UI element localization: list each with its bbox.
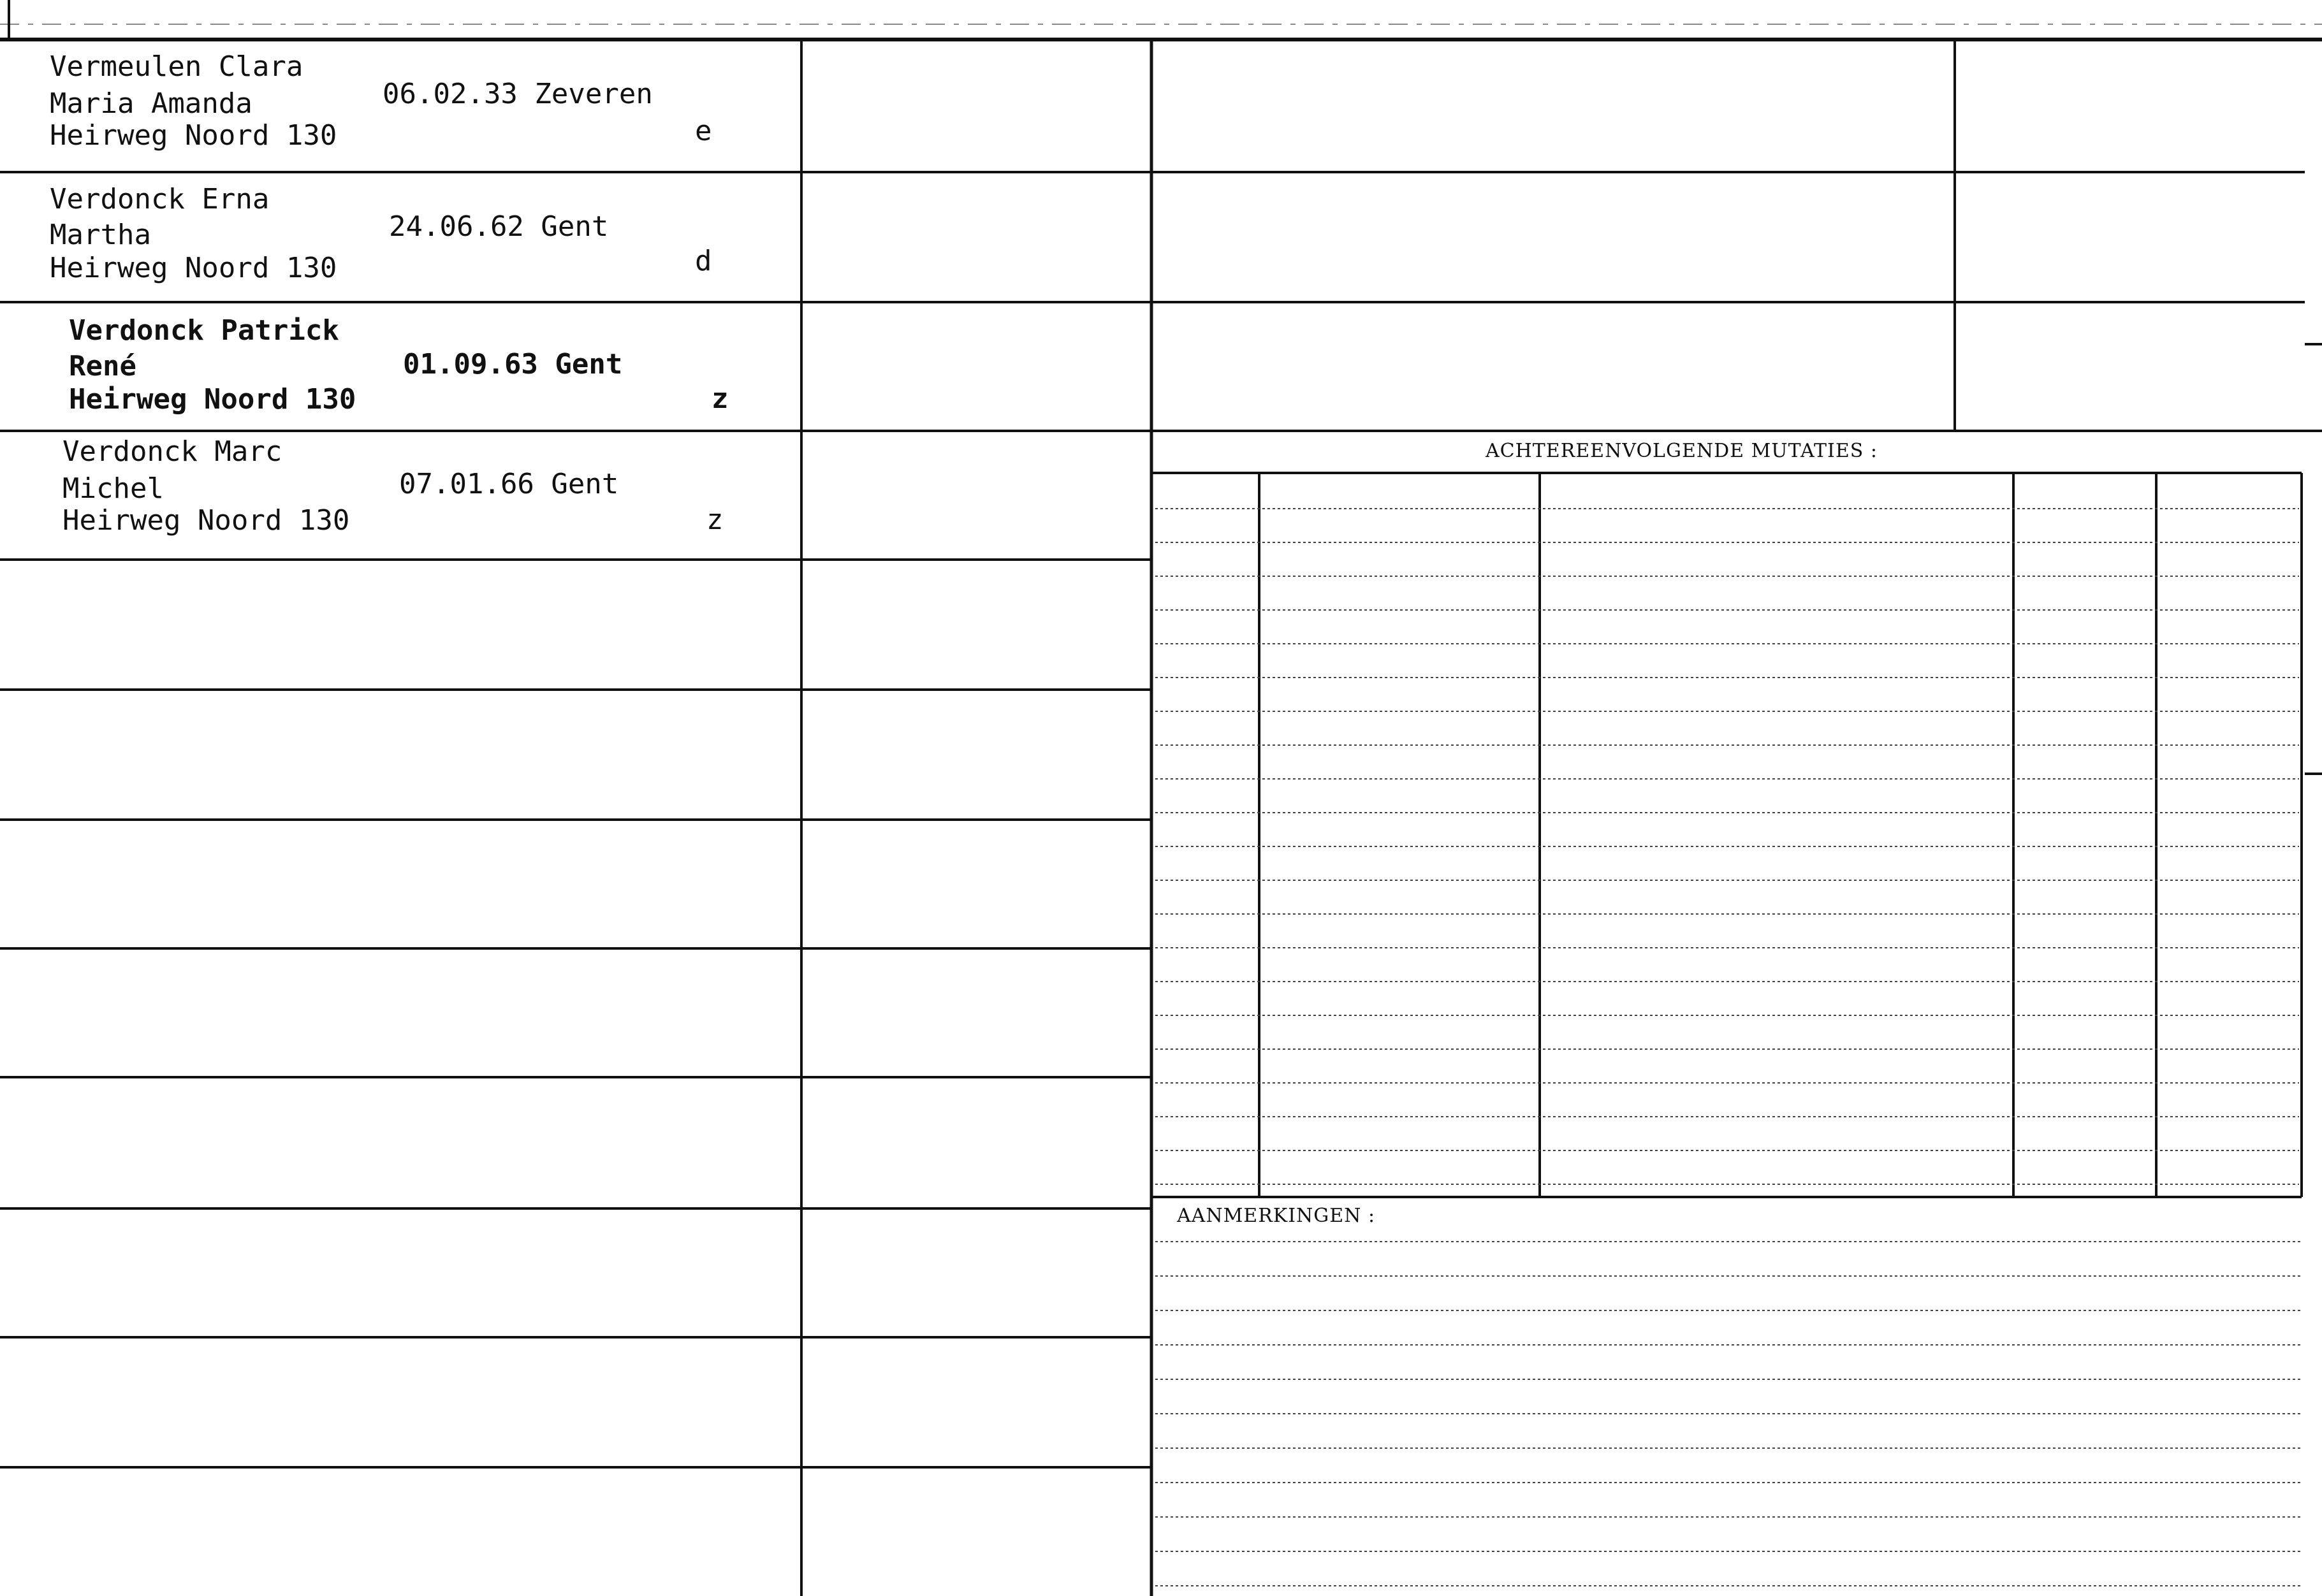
mutations-header: ACHTEREENVOLGENDE MUTATIES : bbox=[1486, 440, 1878, 462]
person-address: Heirweg Noord 130 bbox=[50, 119, 337, 152]
person-name: Verdonck Patrick bbox=[69, 314, 339, 347]
row-lines-middle bbox=[801, 172, 1151, 1467]
person-address: Heirweg Noord 130 bbox=[69, 383, 356, 416]
person-code: e bbox=[695, 115, 712, 147]
person-given-names: Martha bbox=[50, 219, 151, 251]
person-birth: 01.09.63 Gent bbox=[403, 348, 623, 381]
person-code: d bbox=[695, 245, 712, 277]
right-top-block bbox=[1151, 40, 2322, 774]
person-birth: 07.01.66 Gent bbox=[399, 468, 619, 500]
person-code: z bbox=[712, 382, 729, 415]
person-address: Heirweg Noord 130 bbox=[62, 504, 350, 537]
person-birth: 06.02.33 Zeveren bbox=[383, 78, 653, 110]
person-address: Heirweg Noord 130 bbox=[50, 252, 337, 284]
mutations-dotted-lines bbox=[1155, 509, 2299, 1184]
person-name: Verdonck Erna bbox=[50, 183, 270, 215]
person-birth: 24.06.62 Gent bbox=[389, 210, 609, 243]
mutations-table-frame bbox=[1151, 473, 2302, 1197]
person-given-names: Maria Amanda bbox=[50, 87, 252, 120]
person-given-names: Michel bbox=[62, 472, 164, 505]
person-given-names: René bbox=[69, 350, 136, 382]
remarks-dotted-lines bbox=[1155, 1242, 2302, 1586]
person-name: Vermeulen Clara bbox=[50, 50, 303, 83]
person-name: Verdonck Marc bbox=[62, 435, 282, 468]
remarks-header: AANMERKINGEN : bbox=[1177, 1205, 1376, 1227]
person-code: z bbox=[706, 504, 724, 536]
